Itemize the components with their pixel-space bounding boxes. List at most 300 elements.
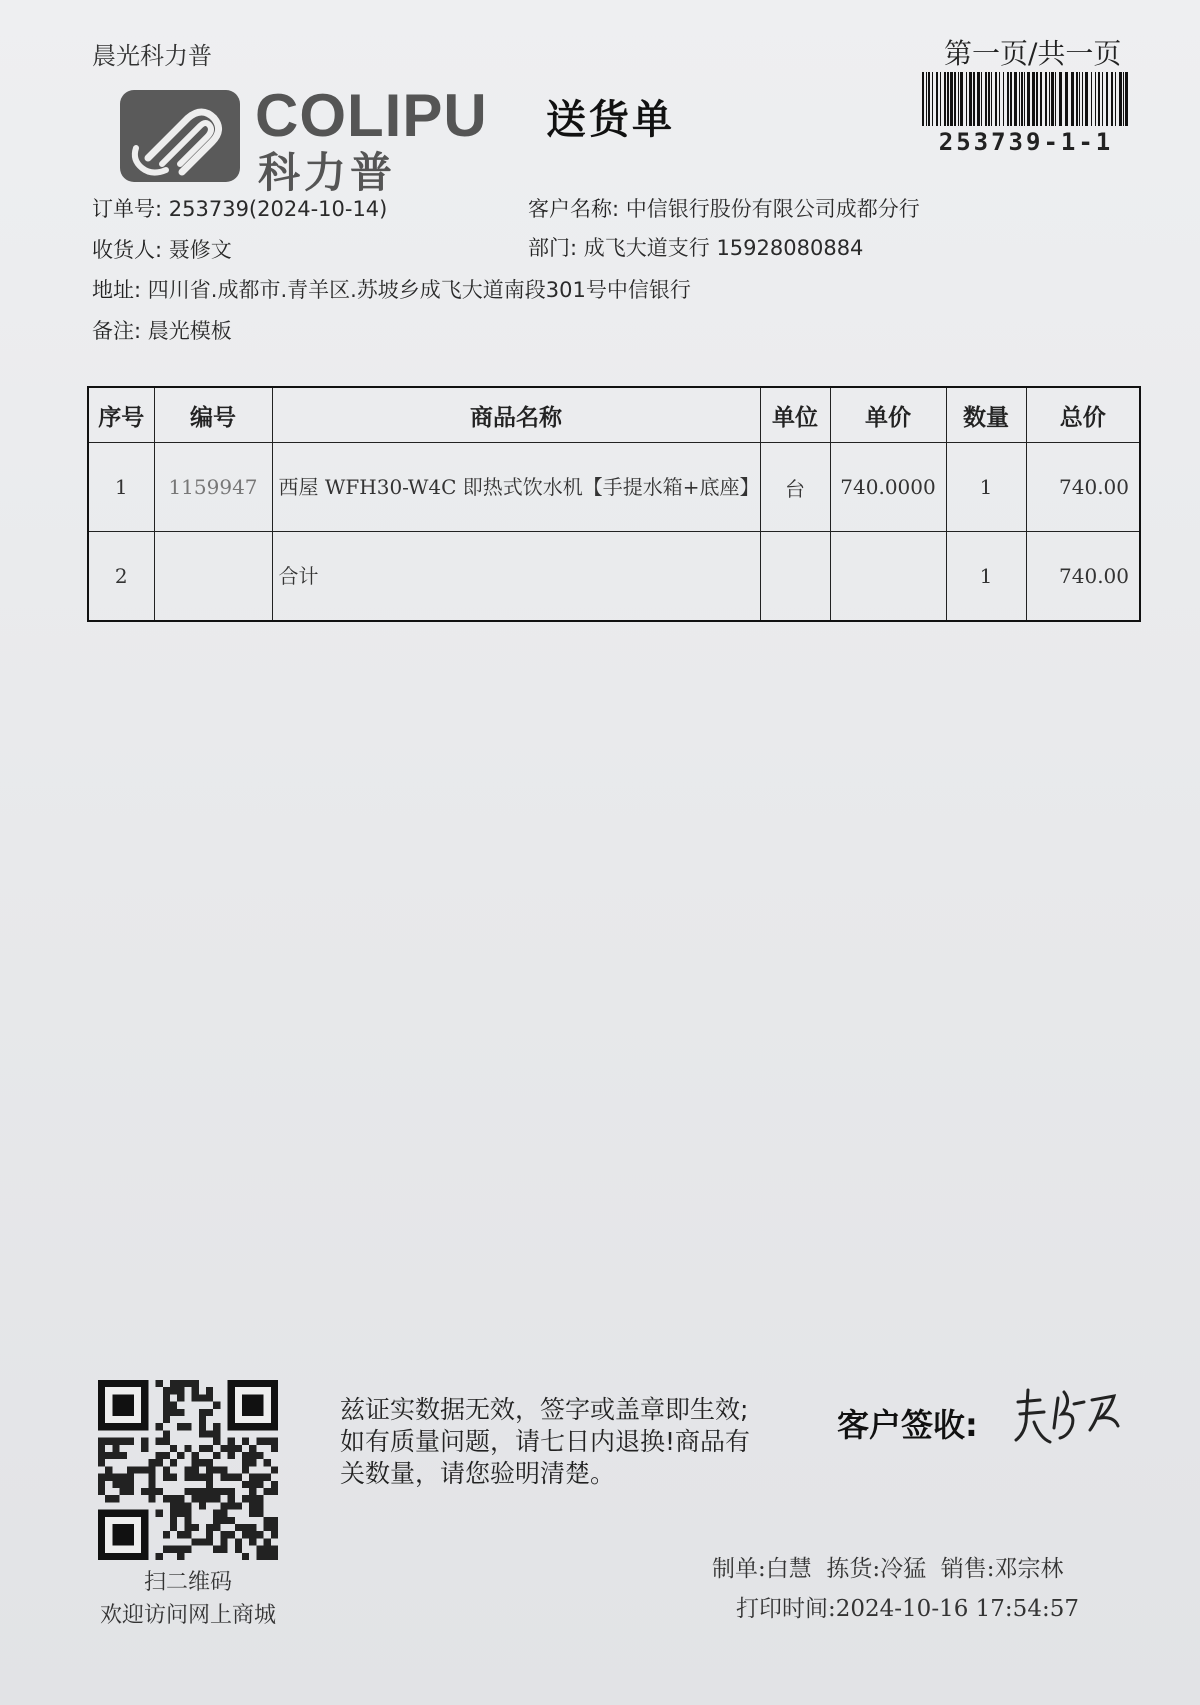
barcode-bar	[1055, 72, 1056, 126]
qr-module	[199, 1423, 206, 1430]
qr-module	[177, 1502, 184, 1509]
qr-module	[184, 1502, 191, 1509]
qr-module	[148, 1488, 155, 1495]
qr-module	[148, 1466, 155, 1473]
qr-module	[177, 1510, 184, 1517]
barcode-bar	[1003, 72, 1004, 126]
qr-module	[170, 1502, 177, 1509]
qr-module	[177, 1546, 184, 1553]
qr-module	[141, 1466, 148, 1473]
order-number-value: 253739(2024-10-14)	[168, 197, 388, 221]
qr-module	[235, 1474, 242, 1481]
column-header-unit: 单位	[760, 387, 830, 443]
qr-module	[206, 1474, 213, 1481]
qr-module	[206, 1409, 213, 1416]
qr-module	[170, 1524, 177, 1531]
qr-module	[256, 1495, 263, 1502]
print-time: 打印时间:2024-10-16 17:54:57	[736, 1596, 1079, 1622]
barcode-bar	[1115, 72, 1116, 126]
barcode-bar	[1125, 72, 1128, 126]
qr-module	[192, 1495, 199, 1502]
barcode-bar	[1010, 72, 1012, 126]
qr-module	[264, 1546, 271, 1553]
order-number-label: 订单号:	[92, 197, 163, 221]
qr-module	[213, 1466, 220, 1473]
qr-module	[163, 1531, 170, 1538]
qr-module	[170, 1387, 177, 1394]
qr-module	[112, 1481, 119, 1488]
qr-module	[242, 1524, 249, 1531]
cell-price	[830, 532, 946, 622]
qr-module	[206, 1524, 213, 1531]
qr-module	[249, 1502, 256, 1509]
qr-module	[256, 1546, 263, 1553]
column-header-total: 总价	[1026, 387, 1140, 443]
qr-module	[249, 1488, 256, 1495]
qr-module	[264, 1517, 271, 1524]
qr-module	[220, 1531, 227, 1538]
qr-module	[120, 1438, 127, 1445]
qr-module	[170, 1402, 177, 1409]
qr-module	[206, 1387, 213, 1394]
qr-module	[220, 1466, 227, 1473]
qr-module	[249, 1445, 256, 1452]
qr-module	[112, 1495, 119, 1502]
qr-module	[177, 1553, 184, 1560]
qr-module	[220, 1502, 227, 1509]
qr-module	[177, 1387, 184, 1394]
address-field	[92, 274, 691, 304]
barcode-bar	[1014, 72, 1017, 126]
qr-module	[271, 1481, 278, 1488]
receiver-label: 收货人:	[92, 238, 163, 262]
qr-module	[220, 1510, 227, 1517]
cell-total: 740.00	[1026, 443, 1140, 532]
barcode-bar	[1036, 72, 1038, 126]
qr-module	[184, 1488, 191, 1495]
qr-module	[163, 1452, 170, 1459]
qr-module	[256, 1553, 263, 1560]
qr-module	[98, 1438, 105, 1445]
qr-module	[170, 1380, 177, 1387]
qr-module	[228, 1495, 235, 1502]
customer-label: 客户名称:	[528, 197, 620, 221]
qr-module	[264, 1553, 271, 1560]
qr-module	[220, 1538, 227, 1545]
qr-module	[163, 1438, 170, 1445]
qr-module	[105, 1452, 112, 1459]
qr-module	[156, 1423, 163, 1430]
qr-module	[199, 1430, 206, 1437]
qr-module	[256, 1510, 263, 1517]
qr-module	[256, 1452, 263, 1459]
barcode-bar	[966, 72, 967, 126]
qr-module	[105, 1495, 112, 1502]
qr-module	[184, 1531, 191, 1538]
qr-module	[177, 1452, 184, 1459]
table-row-summary	[88, 532, 1140, 622]
qr-module	[163, 1409, 170, 1416]
qr-module	[156, 1459, 163, 1466]
barcode-bar	[960, 72, 963, 126]
qr-module	[199, 1416, 206, 1423]
barcode-bar	[1082, 72, 1083, 126]
barcode-bar	[1021, 72, 1023, 126]
qr-module	[199, 1409, 206, 1416]
qr-module	[242, 1452, 249, 1459]
qr-module	[271, 1438, 278, 1445]
qr-module	[177, 1394, 184, 1401]
company-name: 晨光科力普	[92, 42, 212, 70]
qr-module	[213, 1438, 220, 1445]
qr-module	[256, 1502, 263, 1509]
barcode-bar	[936, 72, 938, 126]
qr-module	[256, 1438, 263, 1445]
qr-module	[249, 1459, 256, 1466]
barcode-bar	[977, 72, 980, 126]
qr-module	[156, 1452, 163, 1459]
barcode-bar	[999, 72, 1000, 126]
qr-module	[184, 1474, 191, 1481]
barcode-bar	[1071, 72, 1074, 126]
qr-module	[242, 1553, 249, 1560]
qr-module	[163, 1416, 170, 1423]
qr-module	[184, 1517, 191, 1524]
qr-module	[112, 1474, 119, 1481]
qr-module	[199, 1502, 206, 1509]
qr-module	[206, 1538, 213, 1545]
staff-info: 制单:白慧 拣货:冷猛 销售:邓宗林	[712, 1556, 1064, 1582]
qr-module	[242, 1531, 249, 1538]
barcode-bar	[985, 72, 987, 126]
qr-module	[271, 1517, 278, 1524]
qr-module	[220, 1546, 227, 1553]
barcode-bar	[1045, 72, 1047, 126]
qr-module	[177, 1531, 184, 1538]
qr-module	[156, 1488, 163, 1495]
qr-module	[206, 1394, 213, 1401]
qr-module	[192, 1394, 199, 1401]
qr-module	[228, 1488, 235, 1495]
qr-module	[170, 1445, 177, 1452]
qr-module	[192, 1488, 199, 1495]
barcode-bar	[981, 72, 982, 126]
qr-code-icon	[98, 1380, 278, 1560]
qr-module	[271, 1531, 278, 1538]
table-header-row	[88, 387, 1140, 443]
qr-module	[98, 1459, 105, 1466]
barcode-bar	[1024, 72, 1025, 126]
remark-field	[92, 315, 232, 345]
qr-finder	[242, 1394, 264, 1416]
qr-module	[148, 1495, 155, 1502]
notice-text: 兹证实数据无效，签字或盖章即生效;如有质量问题，请七日内退换!商品有关数量，请您验明清楚。	[340, 1395, 751, 1488]
customer-sign-label: 客户签收:	[837, 1406, 978, 1444]
qr-module	[112, 1452, 119, 1459]
barcode-bar	[1098, 72, 1100, 126]
qr-module	[228, 1517, 235, 1524]
barcode-bar	[1102, 72, 1103, 126]
barcode-bar	[922, 72, 924, 126]
receiver-field	[92, 234, 232, 264]
barcode-bar	[926, 72, 927, 126]
qr-module	[235, 1546, 242, 1553]
qr-module	[127, 1488, 134, 1495]
qr-module	[264, 1524, 271, 1531]
qr-module	[213, 1517, 220, 1524]
barcode-bar	[1091, 72, 1092, 126]
logo-wordmark: COLIPU	[255, 82, 488, 149]
qr-module	[213, 1524, 220, 1531]
cell-seq: 1	[88, 443, 154, 532]
barcode-bar	[1085, 72, 1088, 126]
qr-module	[249, 1531, 256, 1538]
barcode-bar	[947, 72, 949, 126]
qr-module	[213, 1495, 220, 1502]
qr-module	[170, 1546, 177, 1553]
qr-module	[206, 1531, 213, 1538]
qr-module	[264, 1459, 271, 1466]
qr-module	[156, 1553, 163, 1560]
qr-module	[264, 1474, 271, 1481]
customer-value: 中信银行股份有限公司成都分行	[625, 197, 920, 221]
barcode-bar	[969, 72, 972, 126]
barcode-bar	[1007, 72, 1009, 126]
barcode-bar	[1051, 72, 1054, 126]
column-header-code: 编号	[154, 387, 272, 443]
qr-module	[112, 1438, 119, 1445]
qr-module	[192, 1459, 199, 1466]
qr-module	[206, 1459, 213, 1466]
barcode-number: 253739-1-1	[938, 128, 1114, 156]
qr-module	[105, 1474, 112, 1481]
receiver-value: 聂修文	[168, 238, 232, 262]
qr-module	[271, 1466, 278, 1473]
qr-module	[120, 1488, 127, 1495]
barcode-bar	[995, 72, 997, 126]
barcode-bar	[1079, 72, 1080, 126]
qr-module	[163, 1474, 170, 1481]
barcode-bar	[1059, 72, 1062, 126]
qr-module	[206, 1481, 213, 1488]
barcode-bar	[1106, 72, 1108, 126]
qr-module	[127, 1474, 134, 1481]
barcode-bar	[928, 72, 930, 126]
qr-module	[134, 1466, 141, 1473]
qr-module	[184, 1546, 191, 1553]
qr-module	[105, 1438, 112, 1445]
qr-module	[192, 1524, 199, 1531]
qr-module	[127, 1438, 134, 1445]
qr-finder	[112, 1394, 134, 1416]
qr-module	[112, 1445, 119, 1452]
qr-module	[249, 1495, 256, 1502]
qr-module	[242, 1495, 249, 1502]
qr-module	[242, 1481, 249, 1488]
qr-module	[163, 1387, 170, 1394]
colipu-logo-icon	[118, 88, 242, 184]
qr-module	[256, 1481, 263, 1488]
qr-module	[192, 1474, 199, 1481]
qr-module	[213, 1488, 220, 1495]
qr-module	[184, 1423, 191, 1430]
qr-module	[228, 1445, 235, 1452]
barcode-bar	[1076, 72, 1078, 126]
qr-module	[213, 1402, 220, 1409]
qr-module	[156, 1510, 163, 1517]
qr-module	[228, 1474, 235, 1481]
qr-module	[256, 1531, 263, 1538]
qr-module	[206, 1495, 213, 1502]
department-label: 部门:	[528, 236, 578, 260]
barcode-bar	[1065, 72, 1068, 126]
qr-module	[163, 1430, 170, 1437]
barcode-bar	[991, 72, 992, 126]
qr-module	[271, 1546, 278, 1553]
customer-field	[528, 193, 920, 223]
column-header-seq: 序号	[88, 387, 154, 443]
barcode-bar	[1095, 72, 1096, 126]
qr-module	[177, 1423, 184, 1430]
qr-caption-mall: 欢迎访问网上商城	[99, 1603, 276, 1628]
qr-module	[184, 1380, 191, 1387]
cell-code: 1159947	[154, 443, 272, 532]
qr-module	[264, 1538, 271, 1545]
qr-module	[235, 1538, 242, 1545]
remark-value: 晨光模板	[147, 319, 232, 343]
qr-module	[141, 1488, 148, 1495]
remark-label: 备注:	[92, 319, 142, 343]
qr-module	[206, 1466, 213, 1473]
qr-module	[242, 1438, 249, 1445]
qr-module	[192, 1466, 199, 1473]
qr-module	[264, 1488, 271, 1495]
qr-module	[271, 1524, 278, 1531]
table-row	[88, 443, 1140, 532]
qr-module	[228, 1502, 235, 1509]
handwritten-signature	[1010, 1382, 1130, 1462]
barcode-bar	[944, 72, 946, 126]
cell-code	[154, 532, 272, 622]
qr-module	[184, 1445, 191, 1452]
qr-module	[163, 1402, 170, 1409]
qr-module	[220, 1474, 227, 1481]
barcode-bar	[1040, 72, 1042, 126]
qr-module	[235, 1502, 242, 1509]
qr-module	[249, 1452, 256, 1459]
cell-qty: 1	[946, 443, 1026, 532]
qr-module	[163, 1546, 170, 1553]
qr-module	[228, 1438, 235, 1445]
cell-unit	[760, 532, 830, 622]
qr-module	[242, 1466, 249, 1473]
qr-module	[192, 1452, 199, 1459]
logo-chinese: 科力普	[258, 148, 397, 197]
column-header-qty: 数量	[946, 387, 1026, 443]
cell-unit: 台	[760, 443, 830, 532]
barcode-bar	[932, 72, 933, 126]
qr-module	[242, 1459, 249, 1466]
items-table	[87, 386, 1141, 622]
cell-name: 合计	[272, 532, 760, 622]
qr-module	[156, 1438, 163, 1445]
qr-module	[206, 1488, 213, 1495]
qr-module	[148, 1474, 155, 1481]
qr-module	[170, 1517, 177, 1524]
qr-module	[271, 1553, 278, 1560]
qr-module	[192, 1380, 199, 1387]
qr-module	[199, 1394, 206, 1401]
qr-module	[105, 1466, 112, 1473]
qr-module	[206, 1430, 213, 1437]
qr-module	[249, 1510, 256, 1517]
qr-module	[170, 1459, 177, 1466]
qr-module	[271, 1488, 278, 1495]
department-value: 成飞大道支行 15928080884	[583, 236, 864, 260]
barcode-bar	[958, 72, 959, 126]
qr-module	[256, 1474, 263, 1481]
qr-module	[199, 1495, 206, 1502]
cell-name: 西屋 WFH30-W4C 即热式饮水机【手提水箱+底座】	[272, 443, 760, 532]
qr-module	[213, 1430, 220, 1437]
barcode-bar	[954, 72, 956, 126]
qr-module	[127, 1466, 134, 1473]
address-label: 地址:	[92, 278, 142, 302]
qr-module	[98, 1488, 105, 1495]
qr-module	[199, 1474, 206, 1481]
cell-price: 740.0000	[830, 443, 946, 532]
barcode-bar	[1027, 72, 1030, 126]
barcode-bar	[1111, 72, 1113, 126]
qr-module	[220, 1488, 227, 1495]
qr-module	[220, 1445, 227, 1452]
qr-module	[213, 1510, 220, 1517]
qr-module	[120, 1452, 127, 1459]
qr-module	[249, 1474, 256, 1481]
qr-module	[120, 1474, 127, 1481]
qr-module	[177, 1409, 184, 1416]
qr-module	[264, 1438, 271, 1445]
qr-module	[249, 1481, 256, 1488]
qr-module	[170, 1409, 177, 1416]
qr-module	[249, 1524, 256, 1531]
qr-module	[235, 1524, 242, 1531]
address-value: 四川省.成都市.青羊区.苏坡乡成飞大道南段301号中信银行	[147, 278, 691, 302]
barcode-bar	[1049, 72, 1050, 126]
qr-module	[228, 1452, 235, 1459]
cell-qty: 1	[946, 532, 1026, 622]
qr-module	[199, 1445, 206, 1452]
qr-module	[184, 1524, 191, 1531]
barcode-icon	[920, 72, 1132, 126]
qr-module	[199, 1538, 206, 1545]
qr-module	[199, 1459, 206, 1466]
qr-module	[98, 1452, 105, 1459]
cell-seq: 2	[88, 532, 154, 622]
column-header-price: 单价	[830, 387, 946, 443]
qr-module	[249, 1538, 256, 1545]
qr-module	[170, 1474, 177, 1481]
cell-total: 740.00	[1026, 532, 1140, 622]
qr-module	[192, 1538, 199, 1545]
barcode-bar	[1119, 72, 1122, 126]
qr-module	[148, 1459, 155, 1466]
qr-module	[271, 1445, 278, 1452]
document-title: 送货单	[546, 97, 675, 143]
qr-module	[213, 1452, 220, 1459]
barcode-bar	[1032, 72, 1035, 126]
department-field	[528, 232, 863, 262]
